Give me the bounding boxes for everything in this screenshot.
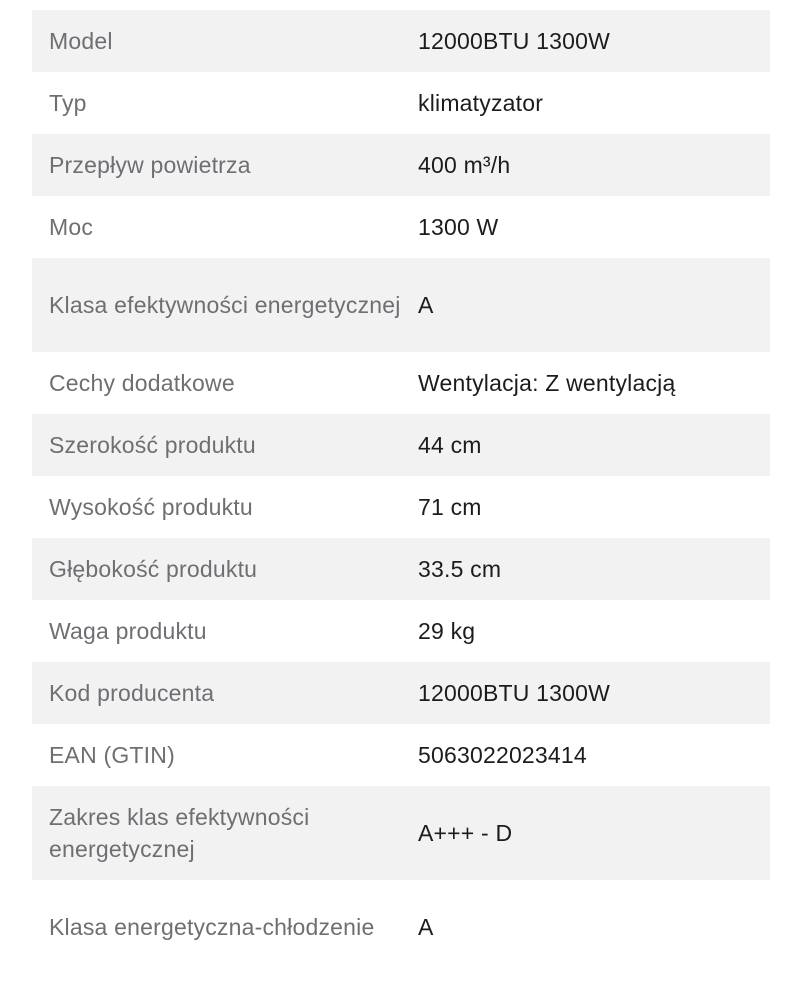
spec-value: 1300 W xyxy=(418,214,499,240)
spec-value: A+++ - D xyxy=(418,820,513,846)
spec-label: Zakres klas efektywności energetycznej xyxy=(49,804,310,862)
spec-row-manufacturer-code xyxy=(32,662,770,724)
spec-value: A xyxy=(418,914,434,940)
spec-row-depth xyxy=(32,538,770,600)
spec-label: Głębokość produktu xyxy=(49,556,258,582)
spec-label: Kod producenta xyxy=(49,680,215,706)
spec-row-type xyxy=(32,72,770,134)
spec-value: Wentylacja: Z wentylacją xyxy=(418,370,676,396)
spec-row-energy-class-range xyxy=(32,786,770,880)
spec-value: 29 kg xyxy=(418,618,476,644)
spec-label: Cechy dodatkowe xyxy=(49,370,235,396)
spec-label: Szerokość produktu xyxy=(49,432,256,458)
spec-value: 12000BTU 1300W xyxy=(418,28,611,54)
spec-row-model xyxy=(32,10,770,72)
spec-label: EAN (GTIN) xyxy=(49,742,175,768)
spec-value: 33.5 cm xyxy=(418,556,502,582)
spec-label: Typ xyxy=(49,90,87,116)
spec-row-cooling-energy-class xyxy=(32,880,770,974)
spec-row-power xyxy=(32,196,770,258)
spec-label: Wysokość produktu xyxy=(49,494,253,520)
spec-value: klimatyzator xyxy=(418,90,544,116)
spec-row-airflow xyxy=(32,134,770,196)
spec-label: Klasa energetyczna-chłodzenie xyxy=(49,914,375,940)
spec-row-energy-class xyxy=(32,258,770,352)
spec-value: 400 m³/h xyxy=(418,152,511,178)
spec-label: Moc xyxy=(49,214,94,240)
spec-value: 5063022023414 xyxy=(418,742,587,768)
spec-value: 44 cm xyxy=(418,432,482,458)
spec-label: Klasa efektywności energetycznej xyxy=(49,292,401,318)
spec-row-height xyxy=(32,476,770,538)
spec-label: Waga produktu xyxy=(49,618,207,644)
spec-row-width xyxy=(32,414,770,476)
spec-value: 12000BTU 1300W xyxy=(418,680,611,706)
specifications-table xyxy=(32,10,770,974)
spec-row-weight xyxy=(32,600,770,662)
spec-label: Model xyxy=(49,28,113,54)
spec-value: 71 cm xyxy=(418,494,482,520)
spec-row-ean xyxy=(32,724,770,786)
spec-label: Przepływ powietrza xyxy=(49,152,251,178)
spec-value: A xyxy=(418,292,434,318)
spec-row-additional-features xyxy=(32,352,770,414)
